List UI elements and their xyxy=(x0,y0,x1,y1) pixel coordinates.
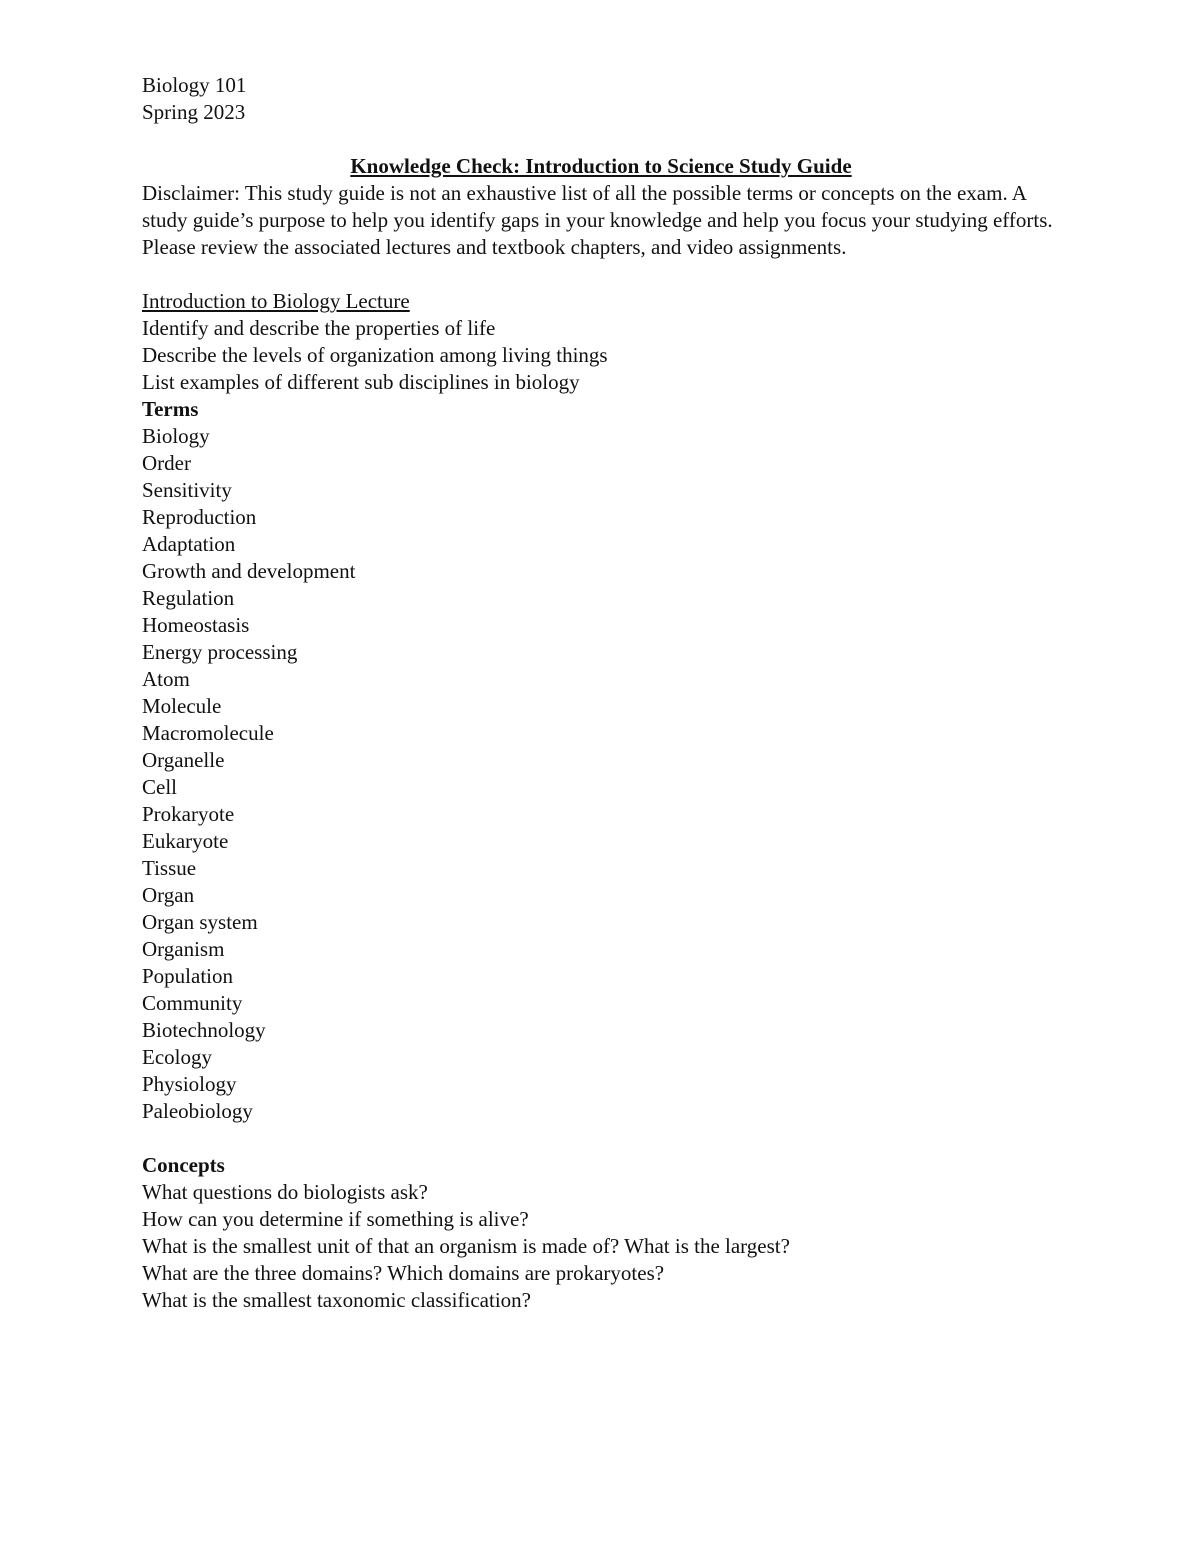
term-item: Order xyxy=(142,451,191,475)
term-item: Macromolecule xyxy=(142,721,274,745)
term-item: Paleobiology xyxy=(142,1099,253,1123)
concept-item: What questions do biologists ask? xyxy=(142,1180,428,1204)
term-item: Atom xyxy=(142,667,190,691)
term-item: Ecology xyxy=(142,1045,212,1069)
disclaimer-text: Disclaimer: This study guide is not an exhaustive list of all the possible terms or concepts on the exam. A study guide’s purpose to help you identify gaps in your knowledge and help you focus your studying efforts. Please review the associated lectures and textbook chapters, and video assignments. xyxy=(142,181,1053,259)
concepts-heading: Concepts xyxy=(142,1153,225,1177)
concepts-list xyxy=(142,1179,1072,1314)
concept-item: What are the three domains? Which domains are prokaryotes? xyxy=(142,1261,665,1285)
term-item: Homeostasis xyxy=(142,613,250,637)
spacer xyxy=(142,261,1072,288)
concept-item: What is the smallest taxonomic classification? xyxy=(142,1288,531,1312)
concept-item: What is the smallest unit of that an organism is made of? What is the largest? xyxy=(142,1234,790,1258)
term-item: Organ system xyxy=(142,910,258,934)
objective-item: Identify and describe the properties of life xyxy=(142,316,496,340)
term-item: Organ xyxy=(142,883,195,907)
term-item: Sensitivity xyxy=(142,478,232,502)
objectives-list xyxy=(142,315,1072,396)
term-item: Eukaryote xyxy=(142,829,229,853)
objective-item: List examples of different sub disciplines in biology xyxy=(142,370,580,394)
term-item: Organelle xyxy=(142,748,225,772)
term-item: Prokaryote xyxy=(142,802,235,826)
term-item: Community xyxy=(142,991,243,1015)
spacer xyxy=(142,1125,1072,1152)
terms-list xyxy=(142,423,1072,1125)
course-term: Spring 2023 xyxy=(142,100,246,124)
term-item: Population xyxy=(142,964,234,988)
terms-heading: Terms xyxy=(142,397,199,421)
objective-item: Describe the levels of organization among living things xyxy=(142,343,608,367)
document-title: Knowledge Check: Introduction to Science Study Guide xyxy=(350,154,852,178)
term-item: Organism xyxy=(142,937,225,961)
term-item: Reproduction xyxy=(142,505,257,529)
term-item: Cell xyxy=(142,775,177,799)
term-item: Regulation xyxy=(142,586,235,610)
term-item: Physiology xyxy=(142,1072,237,1096)
course-name: Biology 101 xyxy=(142,73,247,97)
term-item: Molecule xyxy=(142,694,222,718)
term-item: Growth and development xyxy=(142,559,356,583)
term-item: Biotechnology xyxy=(142,1018,266,1042)
section-heading: Introduction to Biology Lecture xyxy=(142,289,410,313)
term-item: Energy processing xyxy=(142,640,298,664)
concept-item: How can you determine if something is alive? xyxy=(142,1207,529,1231)
term-item: Tissue xyxy=(142,856,197,880)
document-page xyxy=(142,72,1072,1314)
spacer xyxy=(142,126,1072,153)
term-item: Biology xyxy=(142,424,210,448)
term-item: Adaptation xyxy=(142,532,236,556)
